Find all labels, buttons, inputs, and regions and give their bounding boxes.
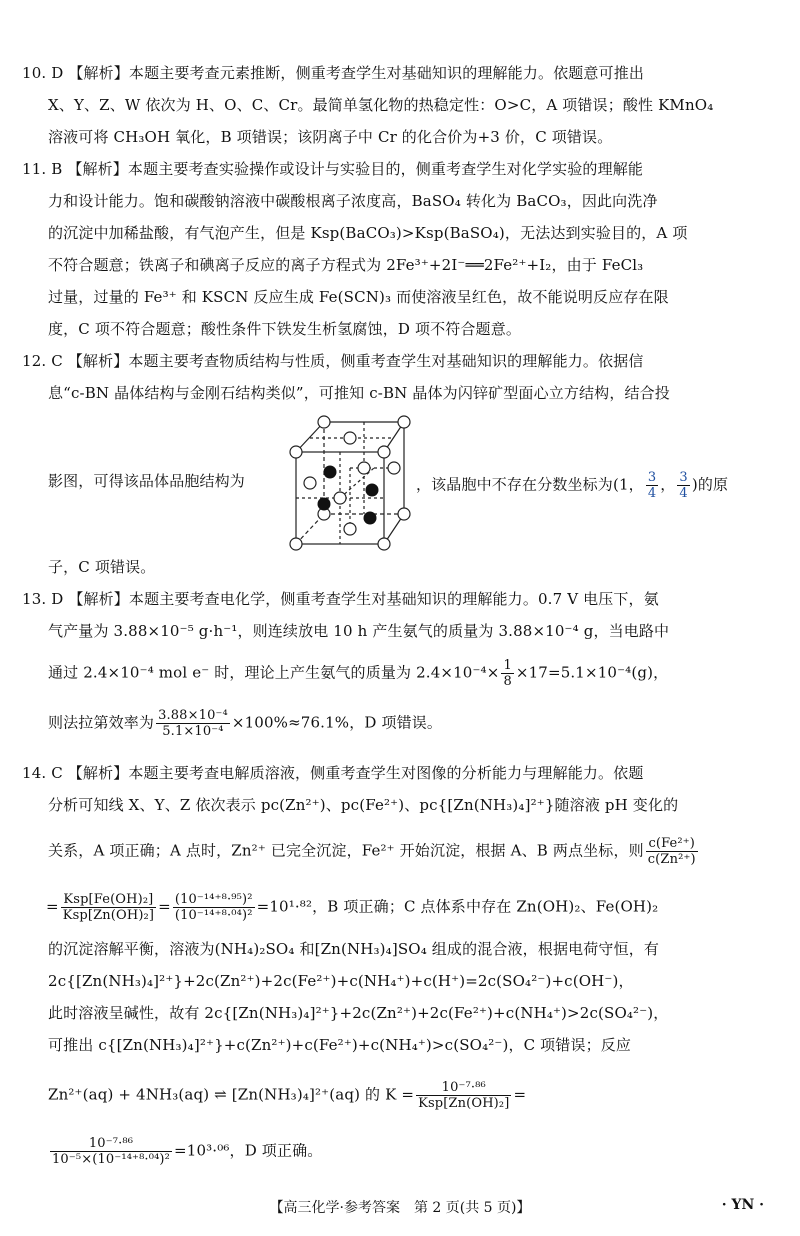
fraction-numerator: 3.88×10⁻⁴ <box>158 708 228 723</box>
fraction-denominator: Ksp[Zn(OH)₂] <box>62 908 155 923</box>
page-footer <box>0 1197 800 1221</box>
fraction-fe-over-zn <box>646 836 698 867</box>
q13-line-2: 气产量为 3.88×10⁻⁵ g·h⁻¹，则连续放电 10 h 产生氨气的质量为 3.88×10⁻⁴ g，当电路中 <box>48 622 670 640</box>
fraction-numerator: 10⁻⁷·⁸⁶ <box>50 1136 172 1152</box>
q14-line-3-text: 关系，A 项正确；A 点时，Zn²⁺ 已完全沉淀，Fe²⁺ 开始沉淀，根据 A、B 两点坐标，则 <box>48 841 644 860</box>
fraction-k-value <box>50 1136 172 1167</box>
q14-line-9 <box>48 1080 772 1111</box>
q14-line-10-tail: =10³·⁰⁶，D 项正确。 <box>174 1141 323 1160</box>
q11-line-1: 11. B 【解析】本题主要考查实验操作或设计与实验目的，侧重考查学生对化学实验的理解能 <box>22 160 644 178</box>
fraction-denominator: 4 <box>647 486 657 501</box>
fraction-numerator: (10⁻¹⁴⁺⁸·⁹⁵)² <box>174 892 253 907</box>
q10-line-1: 10. D 【解析】本题主要考查元素推断，侧重考查学生对基础知识的理解能力。依题意可推出 <box>22 64 645 82</box>
q13-line-3-tail: ×17=5.1×10⁻⁴(g)， <box>515 663 669 682</box>
q11-line-3: 的沉淀中加稀盐酸，有气泡产生，但是 Ksp(BaCO₃)>Ksp(BaSO₄)，无法达到实验目的，A 项 <box>48 224 688 242</box>
q14-line-5: 的沉淀溶解平衡，溶液为(NH₄)₂SO₄ 和[Zn(NH₃)₄]SO₄ 组成的混合液，根据电荷守恒，有 <box>48 940 660 958</box>
q12-comma: ， <box>660 475 676 494</box>
fraction-numerator: 3 <box>679 470 688 485</box>
fraction-ksp-ratio <box>61 892 156 923</box>
footer-page-info: 【高三化学·参考答案 第 2 页(共 5 页)】 <box>269 1200 531 1216</box>
q13-line-3-text: 通过 2.4×10⁻⁴ mol e⁻ 时，理论上产生氨气的质量为 2.4×10⁻⁴× <box>48 663 500 682</box>
q14-line-7: 此时溶液呈碱性，故有 2c{[Zn(NH₃)₄]²⁺}+2c(Zn²⁺)+2c(Fe²⁺)+c(NH₄⁺)>2c(SO₄²⁻)， <box>48 1004 669 1022</box>
q11-line-6: 度，C 项不符合题意；酸性条件下铁发生析氢腐蚀，D 项不符合题意。 <box>48 320 521 338</box>
q12-coord-text: ，该晶胞中不存在分数坐标为(1， <box>416 475 644 494</box>
fraction-denominator: 5.1×10⁻⁴ <box>162 724 224 739</box>
q12-line-4: 子，C 项错误。 <box>48 558 156 576</box>
q12-line-3-left: 影图，可得该品体品胞结构为 <box>48 472 245 490</box>
q13-line-4-text: 则法拉第效率为 <box>48 713 155 732</box>
fraction-numerator: 1 <box>503 658 512 673</box>
q14-eq-sign: = <box>158 897 171 916</box>
q14-line-6: 2c{[Zn(NH₃)₄]²⁺}+2c(Zn²⁺)+2c(Fe²⁺)+c(NH₄⁺)+c(H⁺)=2c(SO₄²⁻)+c(OH⁻)， <box>48 972 634 990</box>
q11-line-2: 力和设计能力。饱和碳酸钠溶液中碳酸根离子浓度高，BaSO₄ 转化为 BaCO₃，因此向洗净 <box>48 192 658 210</box>
fraction-three-quarters <box>646 470 658 501</box>
q14-line-4 <box>46 892 796 923</box>
q14-line-3 <box>48 836 772 867</box>
q14-eq-sign: = <box>513 1085 527 1104</box>
fraction-numerator: c(Fe²⁺) <box>646 836 698 852</box>
crystal-cell-diagram <box>288 414 412 552</box>
q14-line-4-tail: =10¹·⁸²，B 项正确；C 点体系中存在 Zn(OH)₂、Fe(OH)₂ <box>256 897 659 916</box>
fraction-numerator: 10⁻⁷·⁸⁶ <box>416 1080 511 1096</box>
q12-line-1: 12. C 【解析】本题主要考查物质结构与性质，侧重考查学生对基础知识的理解能力。依据信 <box>22 352 644 370</box>
fraction-denominator: 8 <box>503 674 512 689</box>
q10-line-2: X、Y、Z、W 依次为 H、O、C、Cr。最简单氢化物的热稳定性：O>C，A 项错误；酸性 KMnO₄ <box>48 96 714 114</box>
q13-line-1: 13. D 【解析】本题主要考查电化学，侧重考查学生对基础知识的理解能力。0.7 V 电压下，氨 <box>22 590 659 608</box>
q14-line-1: 14. C 【解析】本题主要考查电解质溶液，侧重考查学生对图像的分析能力与理解能力。依题 <box>22 764 644 782</box>
q13-line-4 <box>48 708 772 739</box>
q12-line-2: 息“c-BN 晶体结构与金刚石结构类似”，可推知 c-BN 晶体为闪锌矿型面心立方结构，结合投 <box>48 384 670 402</box>
fraction-denominator: 10⁻⁵×(10⁻¹⁴⁺⁸·⁰⁴)² <box>52 1152 171 1167</box>
q12-line-3-right <box>416 470 772 501</box>
q14-line-2: 分析可知线 X、Y、Z 依次表示 pc(Zn²⁺)、pc(Fe²⁺)、pc{[Zn(NH₃)₄]²⁺}随溶液 pH 变化的 <box>48 796 679 814</box>
fraction-numerator: Ksp[Fe(OH)₂] <box>61 892 156 908</box>
q14-line-10 <box>48 1136 772 1167</box>
q14-line-9-text: Zn²⁺(aq) + 4NH₃(aq) ⇌ [Zn(NH₃)₄]²⁺(aq) 的 K = <box>48 1085 415 1104</box>
fraction-one-eighth <box>501 658 513 689</box>
fraction-denominator: (10⁻¹⁴⁺⁸·⁰⁴)² <box>174 908 253 923</box>
fraction-three-quarters <box>677 470 689 501</box>
fraction-numerator: 3 <box>647 470 657 485</box>
q14-eq-sign: = <box>46 897 59 916</box>
q13-line-3 <box>48 658 772 689</box>
fraction-denominator: 4 <box>679 486 688 501</box>
q12-coord-tail: )的原 <box>691 475 729 494</box>
q11-line-5: 过量，过量的 Fe³⁺ 和 KSCN 反应生成 Fe(SCN)₃ 而使溶液呈红色，故不能说明反应存在限 <box>48 288 669 306</box>
q13-line-4-tail: ×100%≈76.1%，D 项错误。 <box>231 713 443 732</box>
q11-line-4: 不符合题意；铁离子和碘离子反应的离子方程式为 2Fe³⁺+2I⁻══2Fe²⁺+I₂，由于 FeCl₃ <box>48 256 644 274</box>
fraction-denominator: Ksp[Zn(OH)₂] <box>418 1096 510 1111</box>
fraction-denominator: c(Zn²⁺) <box>647 852 696 867</box>
footer-region-code: · YN · <box>721 1197 764 1213</box>
q10-line-3: 溶液可将 CH₃OH 氧化，B 项错误；该阴离子中 Cr 的化合价为+3 价，C 项错误。 <box>48 128 613 146</box>
fraction-faraday <box>156 708 230 739</box>
fraction-k-expression <box>416 1080 511 1111</box>
zincblende-unit-cell <box>288 414 412 552</box>
q14-line-8: 可推出 c{[Zn(NH₃)₄]²⁺}+c(Zn²⁺)+c(Fe²⁺)+c(NH₄⁺)>c(SO₄²⁻)，C 项错误；反应 <box>48 1036 632 1054</box>
fraction-power-ratio <box>173 892 255 923</box>
